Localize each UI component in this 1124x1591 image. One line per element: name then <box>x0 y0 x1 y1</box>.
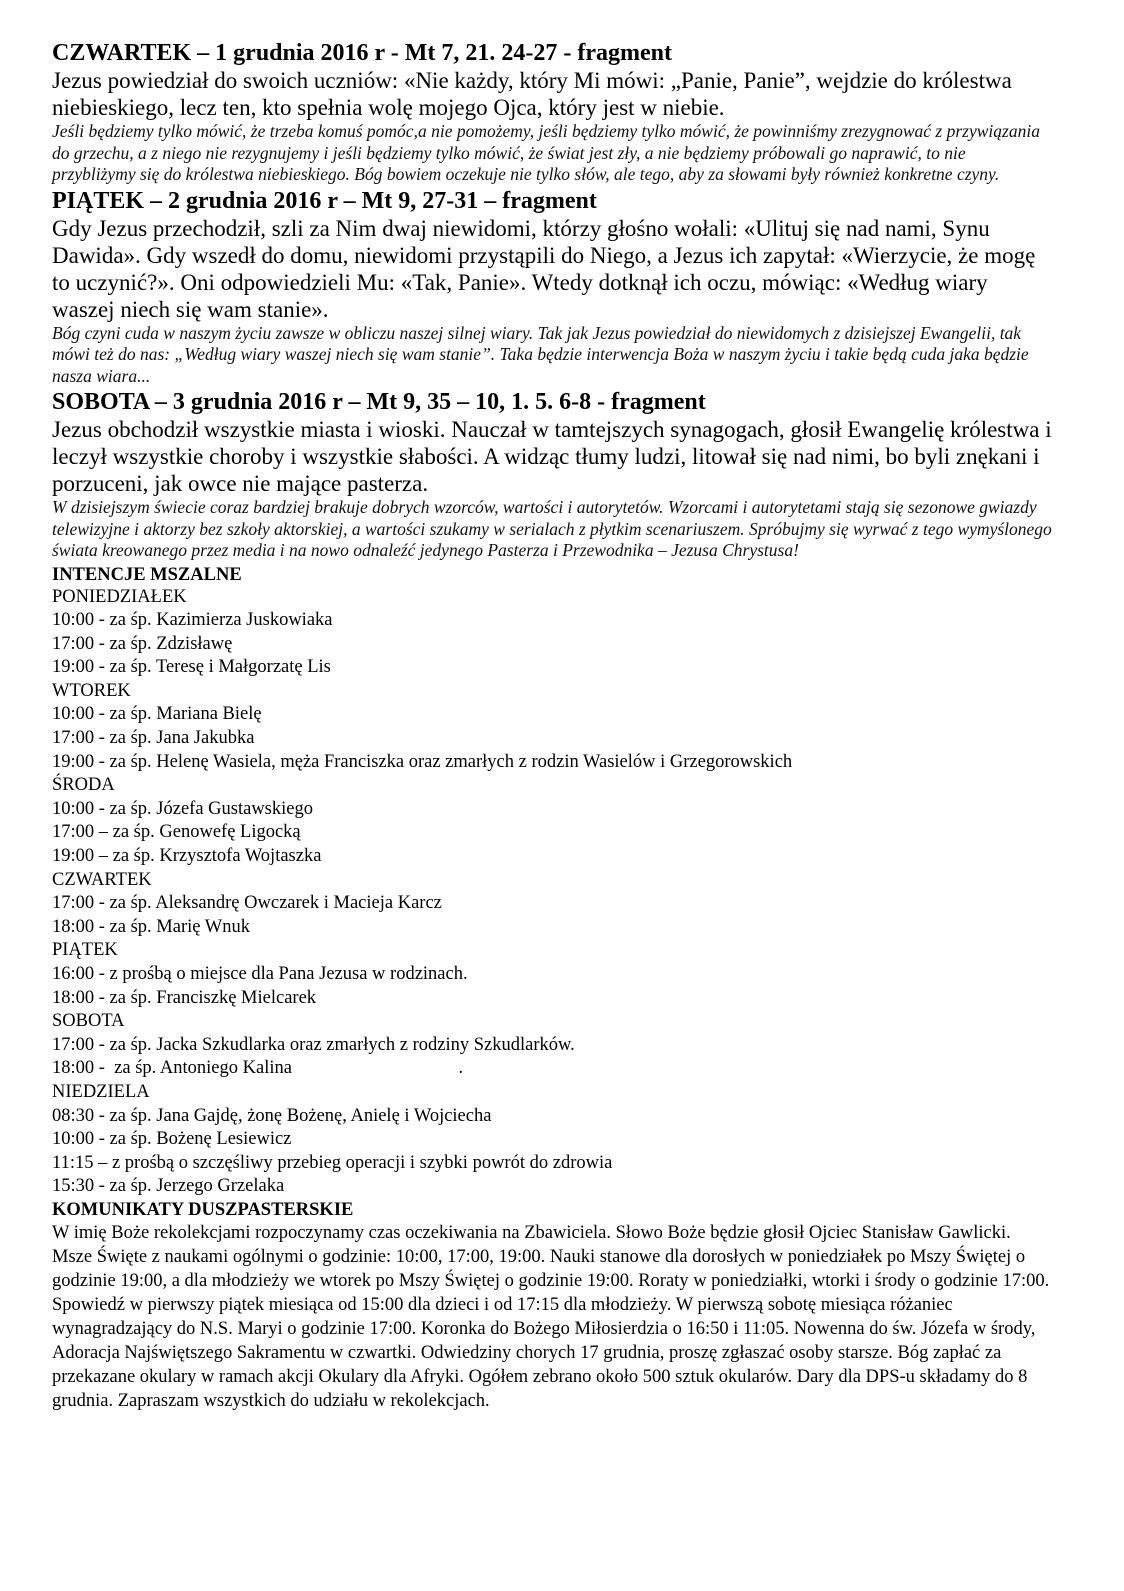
intention-item: 19:00 - za śp. Teresę i Małgorzatę Lis <box>52 657 331 678</box>
day-sunday: NIEDZIELA <box>52 1081 150 1102</box>
mass-intentions <box>52 564 1052 1199</box>
day-wednesday: ŚRODA <box>52 775 115 796</box>
intention-item: 18:00 - za śp. Antoniego Kalina . <box>52 1058 464 1079</box>
gospel-text: Gdy Jezus przechodził, szli za Nim dwaj niewidomi, którzy głośno wołali: «Ulituj się nad nami, Synu Dawida». Gdy wszedł do domu, niewidomi przystąpili do Niego, a Jezus ich zapytał: «Wierzycie, że mogę to uczynić?». Oni odpowiedzieli Mu: «Tak, Panie». Wtedy dotknął ich oczu, mówiąc: «Według wiary waszej niech się wam stanie». <box>52 215 1036 322</box>
day-friday: PIĄTEK <box>52 940 118 961</box>
intention-item: 17:00 - za śp. Zdzisławę <box>52 633 233 654</box>
reading-heading: CZWARTEK – 1 grudnia 2016 r - Mt 7, 21. 24-27 - fragment <box>52 40 673 66</box>
day-thursday: CZWARTEK <box>52 869 152 890</box>
reading-thursday <box>52 40 1052 186</box>
intention-item: 17:00 - za śp. Jacka Szkudlarka oraz zmarłych z rodziny Szkudlarków. <box>52 1034 575 1055</box>
intention-item: 19:00 – za śp. Krzysztofa Wojtaszka <box>52 846 322 867</box>
bulletin-page <box>52 40 1052 1413</box>
announcements-title: KOMUNIKATY DUSZPASTERSKIE <box>52 1199 354 1220</box>
intention-item: 19:00 - za śp. Helenę Wasiela, męża Franciszka oraz zmarłych z rodzin Wasielów i Grzegorowskich <box>52 751 793 772</box>
reflection-text: W dzisiejszym świecie coraz bardziej brakuje dobrych wzorców, wartości i autorytetów. Wzorcami i autorytetami stają się sezonowe gwiazdy telewizyjne i aktorzy bez szkoły aktorskiej, a wartości szukamy w serialach z płytkim scenariuszem. Spróbujmy się wyrwać z tego wymyślonego świata kreowanego przez media i na nowo odnaleźć jedynego Pasterza i Przewodnika – Jezusa Chrystusa! <box>52 497 1052 560</box>
pastoral-announcements <box>52 1199 1052 1413</box>
intention-item: 10:00 - za śp. Józefa Gustawskiego <box>52 798 313 819</box>
reflection-text: Bóg czyni cuda w naszym życiu zawsze w obliczu naszej silnej wiary. Tak jak Jezus powiedział do niewidomych z dzisiejszej Ewangelii, tak mówi też do nas: „Według wiary waszej niech się wam stanie”. Taka będzie interwencja Boża w naszym życiu i takie będą cuda jaka będzie nasza wiara... <box>52 322 1029 386</box>
intention-item: 15:30 - za śp. Jerzego Grzelaka <box>52 1176 285 1197</box>
intention-item: 08:30 - za śp. Jana Gajdę, żonę Bożenę, Anielę i Wojciecha <box>52 1105 492 1126</box>
reflection-text: Jeśli będziemy tylko mówić, że trzeba komuś pomóc,a nie pomożemy, jeśli będziemy tylko mówić, że powinniśmy zrezygnować z przywiązania do grzechu, a z niego nie rezygnujemy i jeśli będziemy tylko mówić, że świat jest zły, a nie będziemy próbowali go naprawić, to nie przybliżymy się do królestwa niebieskiego. Bóg bowiem oczekuje nie tylko słów, ale tego, aby za słowami były również konkretne czyny. <box>52 121 1040 184</box>
gospel-text: Jezus obchodził wszystkie miasta i wioski. Nauczał w tamtejszych synagogach, głosił Ewangelię królestwa i leczył wszystkie choroby i wszystkie słabości. A widząc tłumy ludzi, litował się nad nimi, bo byli znękani i porzuceni, jak owce nie mające pasterza. <box>52 417 1052 496</box>
intention-item: 16:00 - z prośbą o miejsce dla Pana Jezusa w rodzinach. <box>52 964 468 984</box>
intention-item: 17:00 - za śp. Aleksandrę Owczarek i Macieja Karcz <box>52 893 442 914</box>
day-monday: PONIEDZIAŁEK <box>52 586 187 607</box>
day-saturday: SOBOTA <box>52 1011 125 1032</box>
intentions-title: INTENCJE MSZALNE <box>52 564 242 585</box>
intention-item: 17:00 – za śp. Genowefę Ligocką <box>52 822 301 843</box>
intention-item: 10:00 - za śp. Kazimierza Juskowiaka <box>52 610 333 631</box>
intention-item: 17:00 - za śp. Jana Jakubka <box>52 728 255 749</box>
announcements-text: W imię Boże rekolekcjami rozpoczynamy czas oczekiwania na Zbawiciela. Słowo Boże będzie głosił Ojciec Stanisław Gawlicki. Msze Święte z naukami ogólnymi o godzinie: 10:00, 17:00, 19:00. Nauki stanowe dla dorosłych w poniedziałek po Mszy Świętej o godzinie 19:00, a dla młodzieży we wtorek po Mszy Świętej o godzinie 19:00. Roraty w poniedziałki, wtorki i środy o godzinie 17:00. Spowiedź w pierwszy piątek miesiąca od 15:00 dla dzieci i od 17:15 dla młodzieży. W pierwszą sobotę miesiąca różaniec wynagradzający do N.S. Maryi o godzinie 17:00. Koronka do Bożego Miłosierdzia o 16:50 i 11:05. Nowenna do św. Józefa w środy, Adoracja Najświętszego Sakramentu w czwartki. Odwiedziny chorych 17 grudnia, proszę zgłaszać osoby starsze. Bóg zapłać za przekazane okulary w ramach akcji Okulary dla Afryki. Ogółem zebrano około 500 sztuk okularów. Dary dla DPS-u składamy do 8 grudnia. Zapraszam wszystkich do udziału w rekolekcjach. <box>52 1222 1050 1411</box>
reading-saturday <box>52 389 1052 562</box>
day-tuesday: WTOREK <box>52 680 131 701</box>
reading-heading: PIĄTEK – 2 grudnia 2016 r – Mt 9, 27-31 – fragment <box>52 187 597 214</box>
intention-item: 18:00 - za śp. Franciszkę Mielcarek <box>52 987 317 1008</box>
intention-item: 11:15 – z prośbą o szczęśliwy przebieg operacji i szybki powrót do zdrowia <box>52 1152 613 1173</box>
intention-item: 18:00 - za śp. Marię Wnuk <box>52 916 250 937</box>
reading-heading: SOBOTA – 3 grudnia 2016 r – Mt 9, 35 – 10, 1. 5. 6-8 - fragment <box>52 389 706 415</box>
intention-item: 10:00 - za śp. Mariana Bielę <box>52 704 262 725</box>
gospel-text: Jezus powiedział do swoich uczniów: «Nie każdy, który Mi mówi: „Panie, Panie”, wejdzie do królestwa niebieskiego, lecz ten, kto spełnia wolę mojego Ojca, który jest w niebie. <box>52 68 1012 120</box>
intention-item: 10:00 - za śp. Bożenę Lesiewicz <box>52 1129 292 1150</box>
reading-friday <box>52 188 1052 388</box>
